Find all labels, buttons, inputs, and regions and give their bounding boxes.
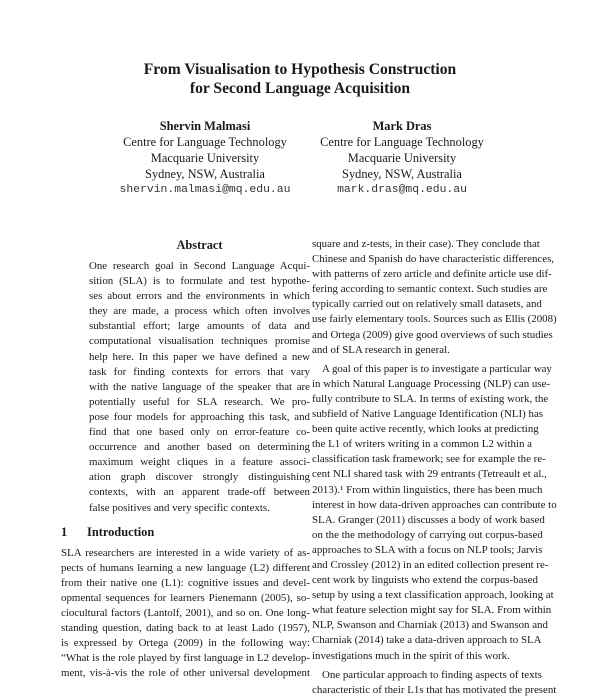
left-column <box>61 237 310 681</box>
abstract-line: potentially useful for SLA research. We pro- <box>89 395 310 408</box>
paragraph-1 <box>312 237 557 358</box>
abstract-line: task for finding contexts for errors that vary <box>89 365 310 378</box>
body-line: fering according to semantic context. Such studies are <box>312 283 548 296</box>
abstract-line: ation graph discover strongly distinguishing <box>89 471 310 484</box>
body-line: approaches to SLA with a focus on NLP tools; Jarvis <box>312 543 543 556</box>
intro-line: standing question, dating back to at least Lado (1957), <box>61 622 310 635</box>
abstract-body <box>89 259 310 516</box>
author-email[interactable]: shervin.malmasi@mq.edu.au <box>119 184 291 196</box>
abstract-line: false positives and very specific contexts. <box>89 501 270 514</box>
body-line: with patterns of zero article and definite article use dif- <box>312 268 552 281</box>
section-title: Introduction <box>87 524 155 539</box>
author-location: Sydney, NSW, Australia <box>145 167 265 181</box>
body-line: cent NLI shared task with 29 entrants (Tetreault et al., <box>312 468 547 481</box>
body-line: Charniak (2014) take a data-driven approach to SLA <box>312 634 542 647</box>
author-affiliation: Centre for Language Technology <box>123 135 287 149</box>
intro-line: ciocultural factors (Lantolf, 2001), and so on. One long- <box>61 606 310 619</box>
intro-line: from their native one (L1): cognitive issues and devel- <box>61 576 310 589</box>
author-email[interactable]: mark.dras@mq.edu.au <box>337 184 467 196</box>
author-name: Mark Dras <box>372 119 432 133</box>
body-line: and Ortega (2009) give good overviews of such studies <box>312 328 553 341</box>
body-line: interest in how data-driven approaches can contribute to <box>312 498 557 511</box>
body-line: in which Natural Language Processing (NLP) can use- <box>312 377 551 390</box>
abstract-line: pose four models for approaching this task, and <box>89 410 310 423</box>
abstract-line: sition (SLA) is to formulate and test hypothe- <box>89 275 310 288</box>
body-line: characteristic of their L1s that has motivated the present <box>312 683 557 696</box>
author-2 <box>282 118 522 198</box>
body-line: use fairly elementary tools. Sources such as Ellis (2008) <box>312 313 557 326</box>
abstract-line: they are made, a process which often involves <box>89 305 310 318</box>
body-line: fully contribute to SLA. In terms of existing work, the <box>312 392 549 405</box>
intro-line: ment, vis-à-vis the role of other universal development <box>61 667 310 680</box>
abstract-heading: Abstract <box>176 238 223 252</box>
intro-line: SLA researchers are interested in a wide variety of as- <box>61 546 310 559</box>
abstract-line: with the native language of the speaker that are <box>89 380 310 393</box>
title-line-1: From Visualisation to Hypothesis Construction <box>143 61 457 78</box>
section-heading-introduction <box>61 524 310 540</box>
body-line: setup by using a text classification approach, looking at <box>312 589 554 602</box>
abstract-line: computational visualisation techniques promise <box>89 335 310 348</box>
title-line-2: for Second Language Acquisition <box>189 80 411 97</box>
body-line: NLP, Swanson and Charniak (2013) and Swanson and <box>312 619 548 632</box>
intro-line: is expressed by Ortega (2009) in the following way: <box>61 637 310 650</box>
author-location: Sydney, NSW, Australia <box>342 167 462 181</box>
body-line: subfield of Native Language Identification (NLI) has <box>312 408 544 421</box>
body-line: One particular approach to finding aspects of texts <box>322 668 542 681</box>
body-line: Chinese and Spanish do have characteristic differences, <box>312 253 555 266</box>
right-column <box>312 237 557 698</box>
paragraph-3 <box>312 668 557 698</box>
abstract-line: contexts, with an apparent trade-off between <box>89 486 310 499</box>
author-name: Shervin Malmasi <box>159 119 251 133</box>
abstract-line: ses about errors and the environments in which <box>89 290 310 303</box>
intro-line: opmental sequences for learners Pienemann (2005), so- <box>61 591 310 604</box>
abstract-line: maximum weight cliques in a feature associ- <box>89 456 310 469</box>
body-line: investigations much in the spirit of this work. <box>312 649 510 662</box>
body-line: what feature selection might say for SLA. From within <box>312 604 552 617</box>
abstract-line: substantial effort; large amounts of data and <box>89 320 310 333</box>
body-line: SLA. Granger (2011) discusses a body of work based <box>312 513 545 526</box>
abstract-line: find that one based only on error-feature co- <box>89 426 310 439</box>
body-line: square and z-tests, in their case). They conclude that <box>312 238 540 250</box>
abstract-line: help here. In this paper we have defined a new <box>89 350 310 363</box>
section-number: 1 <box>61 524 68 539</box>
author-institution: Macquarie University <box>150 151 260 165</box>
body-line: A goal of this paper is to investigate a particular way <box>322 362 552 375</box>
paper-title <box>0 60 600 98</box>
body-line: and Crossley (2012) in an edited collection present re- <box>312 558 549 571</box>
body-line: 2013).¹ From within linguistics, there has been much <box>312 483 543 496</box>
body-line: cent work by linguists who extend the corpus-based <box>312 574 538 587</box>
body-line: been quite active recently, which looks at predicting <box>312 423 539 436</box>
abstract-line: One research goal in Second Language Acqui- <box>89 260 310 272</box>
intro-line: pects of humans learning a new language (L2) different <box>61 561 310 574</box>
author-affiliation: Centre for Language Technology <box>320 135 484 149</box>
intro-line: “What is the role played by first language in L2 develop- <box>61 652 310 665</box>
paragraph-2 <box>312 362 557 664</box>
body-line: and of SLA research in general. <box>312 343 450 356</box>
introduction-body <box>61 546 310 682</box>
author-institution: Macquarie University <box>347 151 457 165</box>
body-line: classification task framework; see for example the re- <box>312 453 546 466</box>
body-line: typically carried out on relatively small datasets, and <box>312 298 542 311</box>
body-line: on the the methodology of carrying out corpus-based <box>312 528 543 541</box>
body-line: the L1 of writers writing in a common L2 within a <box>312 438 532 451</box>
abstract-line: occurrence and another based on determining <box>89 441 310 454</box>
